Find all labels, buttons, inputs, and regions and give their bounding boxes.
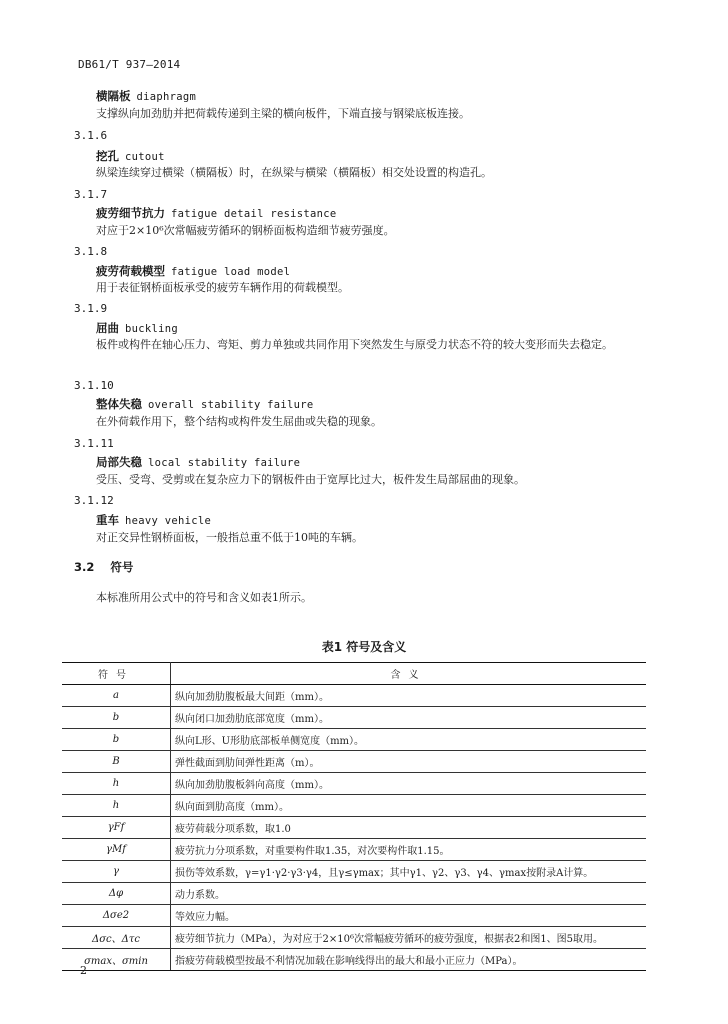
term-en: fatigue load model [171, 266, 291, 278]
meaning-cell: 纵向闭口加劲肋底部宽度（mm）。 [171, 707, 647, 729]
term-definition: 纵梁连续穿过横梁（横隔板）时，在纵梁与横梁（横隔板）相交处设置的构造孔。 [96, 166, 492, 179]
symbol-cell: Δσe2 [62, 905, 171, 927]
term-cn: 重车 [96, 513, 119, 527]
section-intro: 本标准所用公式中的符号和含义如表1所示。 [96, 591, 312, 604]
meaning-cell: 动力系数。 [171, 883, 647, 905]
term-heading [96, 88, 196, 104]
table-row [62, 729, 646, 751]
symbol-cell: h [62, 773, 171, 795]
meaning-cell: 纵向L形、U形肋底部板单侧宽度（mm）。 [171, 729, 647, 751]
meaning-cell: 指疲劳荷载模型按最不利情况加载在影响线得出的最大和最小正应力（MPa）。 [171, 949, 647, 971]
term-heading [96, 396, 314, 412]
entry-number: 3.1.9 [74, 302, 108, 315]
table-row [62, 949, 646, 971]
symbol-cell: Δφ [62, 883, 171, 905]
term-definition: 在外荷载作用下，整个结构或构件发生屈曲或失稳的现象。 [96, 415, 382, 428]
table-row [62, 773, 646, 795]
term-cn: 疲劳荷载模型 [96, 264, 165, 278]
symbols-table [62, 662, 646, 971]
entry-number: 3.1.11 [74, 437, 114, 450]
term-heading [96, 263, 290, 279]
table-row [62, 707, 646, 729]
symbol-cell: γ [62, 861, 171, 883]
term-cn: 挖孔 [96, 149, 119, 163]
table-row [62, 861, 646, 883]
entry-number: 3.1.6 [74, 129, 108, 142]
term-cn: 屈曲 [96, 321, 119, 335]
section-heading [74, 559, 133, 575]
term-definition: 受压、受弯、受剪或在复杂应力下的钢板件由于宽厚比过大，板件发生局部屈曲的现象。 [96, 473, 525, 486]
table-row [62, 905, 646, 927]
table-row [62, 795, 646, 817]
page-number: 2 [80, 964, 87, 977]
symbol-cell: h [62, 795, 171, 817]
meaning-cell: 等效应力幅。 [171, 905, 647, 927]
symbol-cell: γFf [62, 817, 171, 839]
term-definition: 对正交异性钢桥面板，一般指总重不低于10吨的车辆。 [96, 531, 363, 544]
term-heading [96, 320, 178, 336]
section-title: 符号 [110, 560, 134, 574]
symbol-cell: b [62, 729, 171, 751]
entry-number: 3.1.12 [74, 494, 114, 507]
meaning-cell: 损伤等效系数，γ=γ1·γ2·γ3·γ4，且γ≤γmax；其中γ1、γ2、γ3、γ4、γmax按附录A计算。 [171, 861, 647, 883]
symbol-cell: γMf [62, 839, 171, 861]
meaning-cell: 纵向加劲肋腹板最大间距（mm）。 [171, 685, 647, 707]
term-en: overall stability failure [148, 399, 314, 411]
term-cn: 局部失稳 [96, 455, 142, 469]
table-row [62, 883, 646, 905]
table-row [62, 685, 646, 707]
header-symbol: 符号 [62, 663, 171, 685]
symbol-cell: B [62, 751, 171, 773]
header-meaning: 含义 [171, 663, 647, 685]
meaning-cell: 疲劳细节抗力（MPa），为对应于2×10⁶次常幅疲劳循环的疲劳强度，根据表2和图1、图5取用。 [171, 927, 647, 949]
symbol-cell: b [62, 707, 171, 729]
entry-number: 3.1.10 [74, 379, 114, 392]
term-heading [96, 205, 337, 221]
term-en: local stability failure [148, 457, 301, 469]
term-definition: 板件或构件在轴心压力、弯矩、剪力单独或共同作用下突然发生与原受力状态不符的较大变形而失去稳定。 [96, 338, 613, 351]
meaning-cell: 疲劳荷载分项系数，取1.0 [171, 817, 647, 839]
table-title: 表1 符号及含义 [321, 640, 407, 654]
term-heading [96, 148, 165, 164]
entry-number: 3.1.7 [74, 188, 108, 201]
term-en: buckling [125, 323, 178, 335]
term-cn: 整体失稳 [96, 397, 142, 411]
table-row [62, 839, 646, 861]
table-row [62, 817, 646, 839]
table-row [62, 751, 646, 773]
entry-number: 3.1.8 [74, 245, 108, 258]
term-en: diaphragm [136, 91, 197, 103]
term-heading [96, 454, 300, 470]
term-cn: 横隔板 [96, 89, 131, 103]
document-code: DB61/T 937—2014 [78, 58, 181, 71]
term-en: cutout [125, 151, 165, 163]
table-row [62, 927, 646, 949]
term-definition: 支撑纵向加劲肋并把荷载传递到主梁的横向板件，下端直接与钢梁底板连接。 [96, 107, 470, 120]
term-definition: 用于表征钢桥面板承受的疲劳车辆作用的荷载模型。 [96, 281, 349, 294]
section-number: 3.2 [74, 560, 95, 574]
meaning-cell: 纵向面到肋高度（mm）。 [171, 795, 647, 817]
symbol-cell: σmax、σmin [62, 949, 171, 971]
term-heading [96, 512, 211, 528]
symbol-cell: Δσc、Δτc [62, 927, 171, 949]
meaning-cell: 纵向加劲肋腹板斜向高度（mm）。 [171, 773, 647, 795]
term-cn: 疲劳细节抗力 [96, 206, 165, 220]
meaning-cell: 疲劳抗力分项系数，对重要构件取1.35，对次要构件取1.15。 [171, 839, 647, 861]
term-en: heavy vehicle [125, 515, 212, 527]
meaning-cell: 弹性截面到肋间弹性距离（m）。 [171, 751, 647, 773]
symbol-cell: a [62, 685, 171, 707]
table-header-row [62, 663, 646, 685]
term-definition: 对应于2×10⁶次常幅疲劳循环的钢桥面板构造细节疲劳强度。 [96, 224, 395, 237]
term-en: fatigue detail resistance [171, 208, 337, 220]
